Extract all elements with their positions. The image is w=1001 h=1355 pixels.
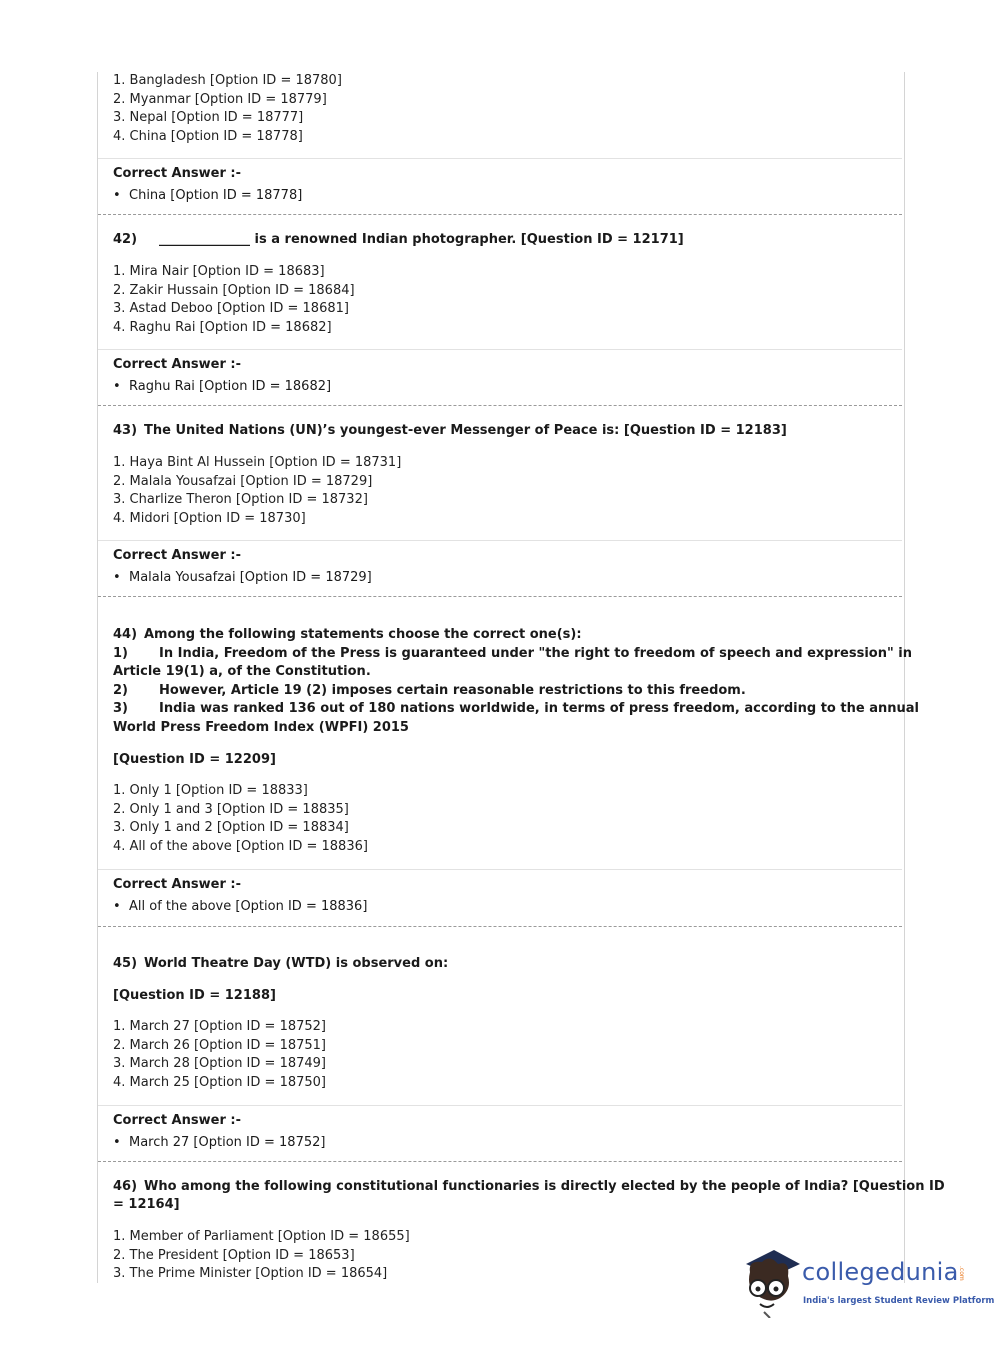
q43-option-3: 3. Charlize Theron [Option ID = 18732] [113, 492, 368, 507]
q43-option-2: 2. Malala Yousafzai [Option ID = 18729] [113, 474, 373, 489]
q44-option-3: 3. Only 1 and 2 [Option ID = 18834] [113, 820, 349, 835]
q46-option-1: 1. Member of Parliament [Option ID = 18655] [113, 1229, 410, 1244]
q43-option-4: 4. Midori [Option ID = 18730] [113, 511, 306, 526]
q44-s1-text: In India, Freedom of the Press is guaranteed under "the right to freedom of speech and expression" in [159, 646, 912, 661]
q41-option-1: 1. Bangladesh [Option ID = 18780] [113, 73, 342, 88]
q42-answer [113, 378, 331, 396]
q46-text: Who among the following constitutional functionaries is directly elected by the people of India? [Question ID [144, 1179, 945, 1194]
q41-answer [113, 187, 302, 205]
q43-text: The United Nations (UN)’s youngest-ever Messenger of Peace is: [Question ID = 12183] [144, 423, 787, 438]
q41-option-4: 4. China [Option ID = 18778] [113, 129, 303, 144]
question-separator [98, 405, 902, 406]
q46-option-3: 3. The Prime Minister [Option ID = 18654] [113, 1266, 388, 1281]
q42-answer-text: Raghu Rai [Option ID = 18682] [129, 379, 332, 394]
bullet-icon: • [113, 570, 121, 585]
q41-option-3: 3. Nepal [Option ID = 18777] [113, 110, 304, 125]
q41-option-2: 2. Myanmar [Option ID = 18779] [113, 92, 327, 107]
q42-option-4: 4. Raghu Rai [Option ID = 18682] [113, 320, 332, 335]
q44-option-4: 4. All of the above [Option ID = 18836] [113, 839, 368, 854]
logo-tagline: India's largest Student Review Platform [803, 1296, 995, 1306]
q44-s3-text: India was ranked 136 out of 180 nations worldwide, in terms of press freedom, according to the annual [159, 701, 919, 716]
q43-question [113, 422, 787, 440]
q41-answer-label: Correct Answer :- [113, 166, 241, 181]
q45-question [113, 955, 448, 973]
q45-option-3: 3. March 28 [Option ID = 18749] [113, 1056, 326, 1071]
collegedunia-logo[interactable] [740, 1246, 995, 1318]
bullet-icon: • [113, 899, 121, 914]
question-separator [98, 1161, 902, 1162]
q45-number: 45) [113, 956, 138, 971]
q44-answer [113, 898, 367, 916]
q43-answer [113, 569, 372, 587]
q45-question-id: [Question ID = 12188] [113, 988, 276, 1003]
q42-option-1: 1. Mira Nair [Option ID = 18683] [113, 264, 325, 279]
q44-answer-label: Correct Answer :- [113, 877, 241, 892]
q42-number: 42) [113, 232, 138, 247]
divider [98, 349, 902, 350]
divider [98, 869, 902, 870]
q46-number: 46) [113, 1179, 138, 1194]
q44-option-1: 1. Only 1 [Option ID = 18833] [113, 783, 308, 798]
q43-number: 43) [113, 423, 138, 438]
q45-answer-text: March 27 [Option ID = 18752] [129, 1135, 326, 1150]
q43-option-1: 1. Haya Bint Al Hussein [Option ID = 18731] [113, 455, 402, 470]
bullet-icon: • [113, 1135, 121, 1150]
q45-option-2: 2. March 26 [Option ID = 18751] [113, 1038, 326, 1053]
q46-question-cont: = 12164] [113, 1197, 180, 1212]
q44-answer-text: All of the above [Option ID = 18836] [129, 899, 368, 914]
mascot-icon [740, 1246, 802, 1318]
divider [98, 540, 902, 541]
q42-option-3: 3. Astad Deboo [Option ID = 18681] [113, 301, 349, 316]
q46-option-2: 2. The President [Option ID = 18653] [113, 1248, 355, 1263]
q42-question [113, 231, 684, 249]
q43-answer-text: Malala Yousafzai [Option ID = 18729] [129, 570, 372, 585]
q44-statement-2 [113, 682, 746, 700]
divider [98, 1105, 902, 1106]
logo-domain-suffix: .com [958, 1266, 965, 1281]
q44-s1-number: 1) [113, 646, 128, 661]
q45-answer [113, 1134, 325, 1152]
q44-option-2: 2. Only 1 and 3 [Option ID = 18835] [113, 802, 349, 817]
question-separator [98, 596, 902, 597]
q44-question [113, 626, 582, 644]
q44-statement-1 [113, 645, 912, 663]
q46-question [113, 1178, 945, 1196]
q41-answer-text: China [Option ID = 18778] [129, 188, 303, 203]
q45-answer-label: Correct Answer :- [113, 1113, 241, 1128]
q44-number: 44) [113, 627, 138, 642]
q43-answer-label: Correct Answer :- [113, 548, 241, 563]
q42-option-2: 2. Zakir Hussain [Option ID = 18684] [113, 283, 355, 298]
q44-s2-number: 2) [113, 683, 128, 698]
q44-question-id: [Question ID = 12209] [113, 752, 276, 767]
q42-text: ______________ is a renowned Indian photographer. [Question ID = 12171] [159, 232, 684, 247]
q44-statement-3-cont: World Press Freedom Index (WPFI) 2015 [113, 720, 409, 735]
q44-s2-text: However, Article 19 (2) imposes certain reasonable restrictions to this freedom. [159, 683, 746, 698]
q45-option-1: 1. March 27 [Option ID = 18752] [113, 1019, 326, 1034]
question-separator [98, 926, 902, 927]
bullet-icon: • [113, 379, 121, 394]
q45-option-4: 4. March 25 [Option ID = 18750] [113, 1075, 326, 1090]
q44-statement-3 [113, 700, 919, 718]
bullet-icon: • [113, 188, 121, 203]
q45-text: World Theatre Day (WTD) is observed on: [144, 956, 449, 971]
q42-answer-label: Correct Answer :- [113, 357, 241, 372]
q44-text: Among the following statements choose the correct one(s): [144, 627, 582, 642]
q44-s3-number: 3) [113, 701, 128, 716]
q44-statement-1-cont: Article 19(1) a, of the Constitution. [113, 664, 371, 679]
question-separator [98, 214, 902, 215]
logo-wordmark: collegedunia [802, 1258, 959, 1286]
divider [98, 158, 902, 159]
